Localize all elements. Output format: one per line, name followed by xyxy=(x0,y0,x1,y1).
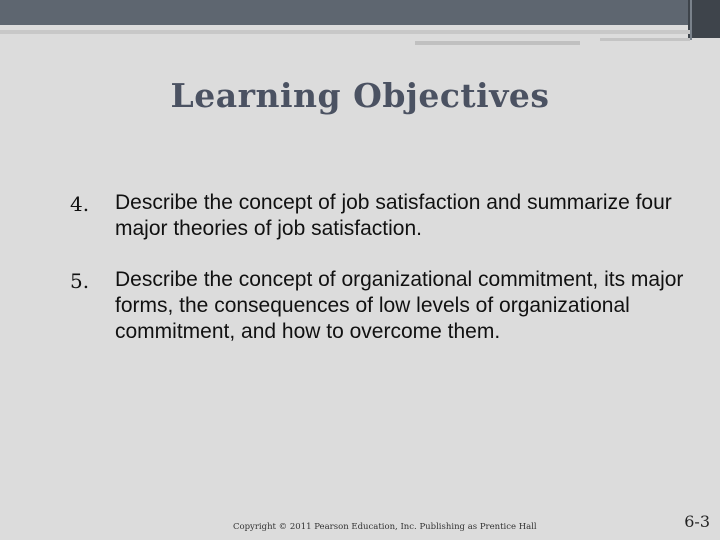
objective-text: Describe the concept of organizational commitment, its major forms, the consequences of low levels of organizational commitment, and how to overcome them. xyxy=(115,268,684,343)
slide-accent-line-short xyxy=(415,41,580,45)
slide-top-bar xyxy=(0,0,720,25)
objectives-list xyxy=(70,190,690,345)
page-number: 6-3 xyxy=(684,512,710,531)
slide-accent-line-right xyxy=(600,38,690,41)
objective-number: 5. xyxy=(70,269,90,293)
objective-number: 4. xyxy=(70,192,90,216)
slide-top-corner-block xyxy=(688,0,720,38)
objective-item xyxy=(70,190,690,242)
slide-title: Learning Objectives xyxy=(170,76,550,115)
objective-item xyxy=(70,267,690,345)
slide-top-divider-line xyxy=(690,0,692,40)
slide-accent-line xyxy=(0,30,690,34)
objective-text: Describe the concept of job satisfaction and summarize four major theories of job satisfaction. xyxy=(115,191,672,240)
copyright-footer: Copyright © 2011 Pearson Education, Inc. Publishing as Prentice Hall xyxy=(233,522,537,532)
